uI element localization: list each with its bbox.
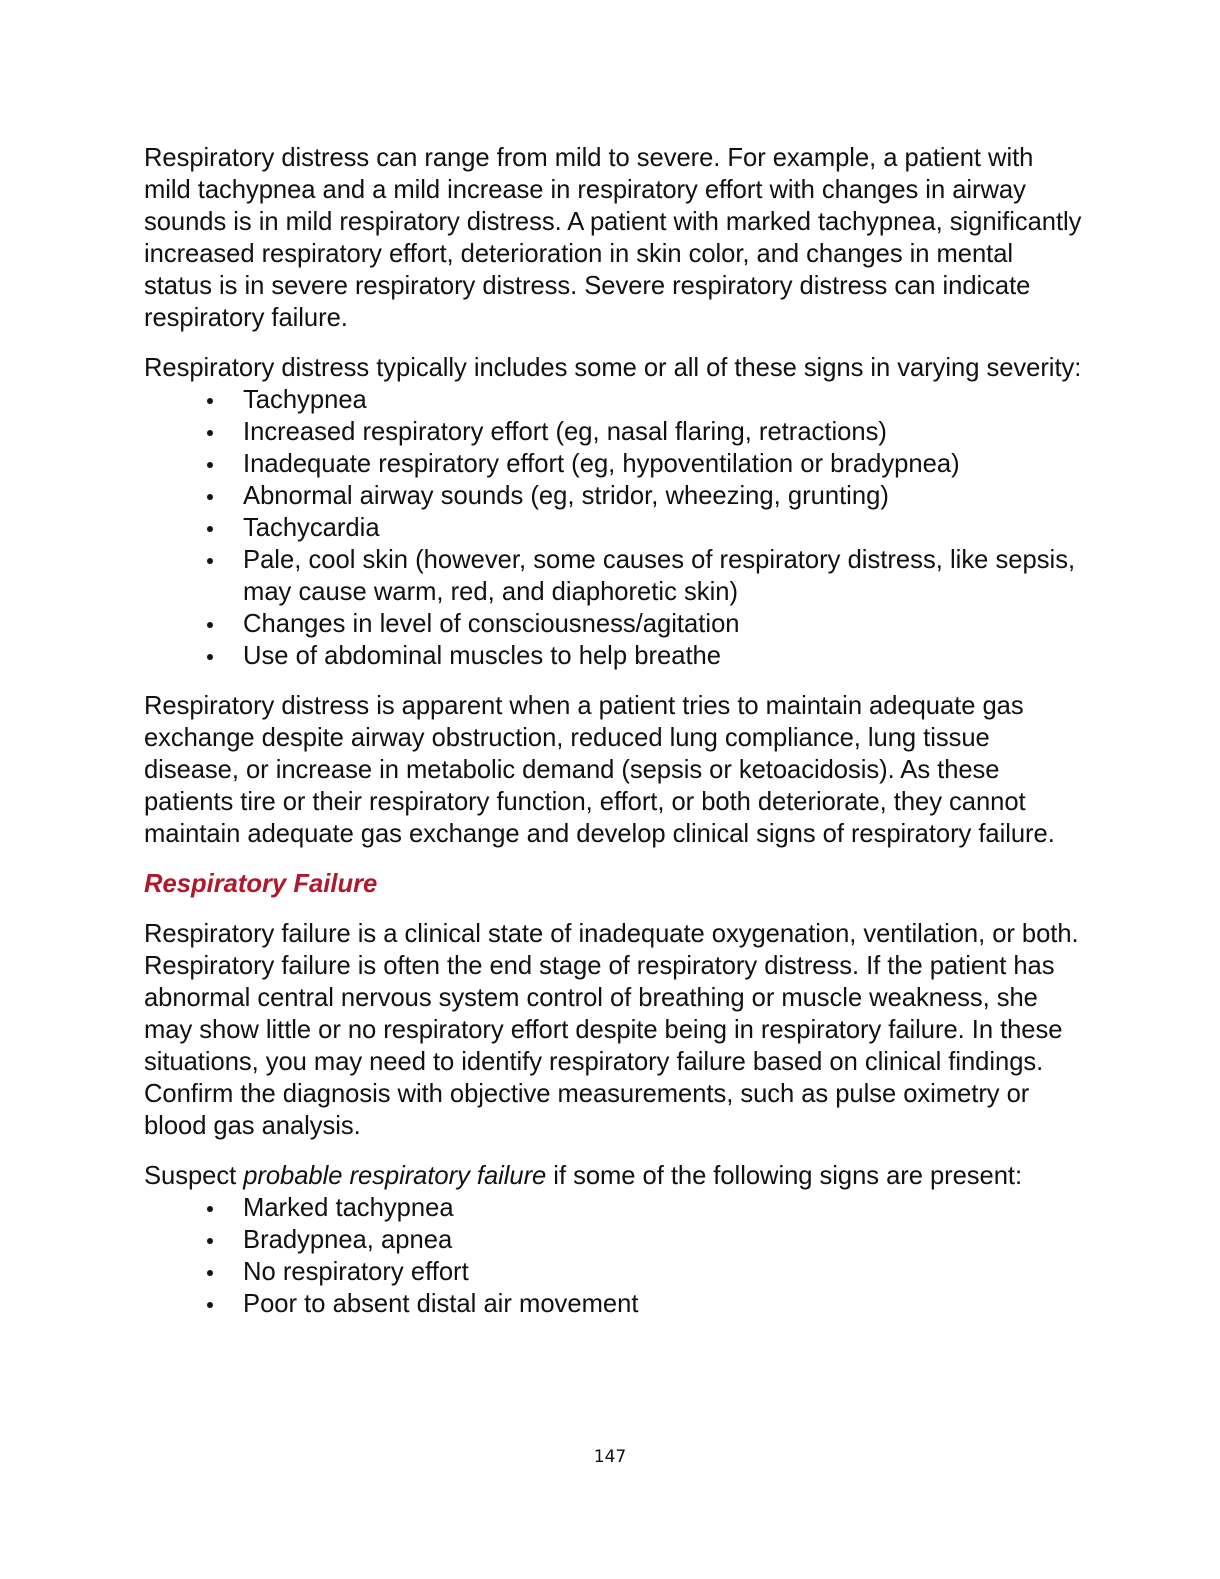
emphasis-probable-respiratory-failure: probable respiratory failure bbox=[243, 1162, 547, 1190]
list-item: Use of abdominal muscles to help breathe bbox=[144, 640, 1084, 672]
list-item: Increased respiratory effort (eg, nasal flaring, retractions) bbox=[144, 416, 1084, 448]
list-item: Tachycardia bbox=[144, 512, 1084, 544]
bullet-icon bbox=[207, 462, 213, 468]
bullet-icon bbox=[207, 1206, 213, 1212]
paragraph-distress-mechanism: Respiratory distress is apparent when a patient tries to maintain adequate gas exchange despite airway obstruction, reduced lung compliance, lung tissue disease, or increase in metabolic demand (sepsis or ketoacidosis). As these patients tire or their respiratory function, effort, or both deteriorate, they cannot maintain adequate gas exchange and develop clinical signs of respiratory failure. bbox=[144, 692, 1055, 848]
list-item: Marked tachypnea bbox=[144, 1192, 1084, 1224]
bullet-icon bbox=[207, 558, 213, 564]
bullet-icon bbox=[207, 1238, 213, 1244]
bullet-icon bbox=[207, 654, 213, 660]
bullet-icon bbox=[207, 526, 213, 532]
list-item: Abnormal airway sounds (eg, stridor, wheezing, grunting) bbox=[144, 480, 1084, 512]
page-number: 147 bbox=[593, 1447, 627, 1467]
list-item: No respiratory effort bbox=[144, 1256, 1084, 1288]
list-item: Bradypnea, apnea bbox=[144, 1224, 1084, 1256]
bullet-icon bbox=[207, 494, 213, 500]
list-item: Inadequate respiratory effort (eg, hypoventilation or bradypnea) bbox=[144, 448, 1084, 480]
document-page bbox=[144, 142, 1084, 1338]
paragraph-distress-signs-intro: Respiratory distress typically includes some or all of these signs in varying severity: bbox=[144, 354, 1082, 382]
section-heading-respiratory-failure: Respiratory Failure bbox=[144, 870, 378, 898]
paragraph-distress-severity: Respiratory distress can range from mild to severe. For example, a patient with mild tachypnea and a mild increase in respiratory effort with changes in airway sounds is in mild respiratory distress. A patient with marked tachypnea, significantly increased respiratory effort, deterioration in skin color, and changes in mental status is in severe respiratory distress. Severe respiratory distress can indicate respiratory failure. bbox=[144, 144, 1082, 332]
bullet-icon bbox=[207, 430, 213, 436]
list-item: Pale, cool skin (however, some causes of respiratory distress, like sepsis, may cause warm, red, and diaphoretic skin) bbox=[144, 544, 1084, 608]
distress-signs-list bbox=[144, 384, 1084, 672]
failure-signs-list bbox=[144, 1192, 1084, 1320]
paragraph-failure-definition: Respiratory failure is a clinical state of inadequate oxygenation, ventilation, or both. Respiratory failure is often the end stage of respiratory distress. If the patient has abnormal central nervous system control of breathing or muscle weakness, she may show little or no respiratory effort despite being in respiratory failure. In these situations, you may need to identify respiratory failure based on clinical findings. Confirm the diagnosis with objective measurements, such as pulse oximetry or blood gas analysis. bbox=[144, 920, 1079, 1140]
paragraph-failure-signs-intro: Suspect probable respiratory failure if some of the following signs are present: bbox=[144, 1162, 1023, 1190]
list-item: Poor to absent distal air movement bbox=[144, 1288, 1084, 1320]
bullet-icon bbox=[207, 1302, 213, 1308]
bullet-icon bbox=[207, 1270, 213, 1276]
list-item: Tachypnea bbox=[144, 384, 1084, 416]
bullet-icon bbox=[207, 398, 213, 404]
list-item: Changes in level of consciousness/agitation bbox=[144, 608, 1084, 640]
bullet-icon bbox=[207, 622, 213, 628]
